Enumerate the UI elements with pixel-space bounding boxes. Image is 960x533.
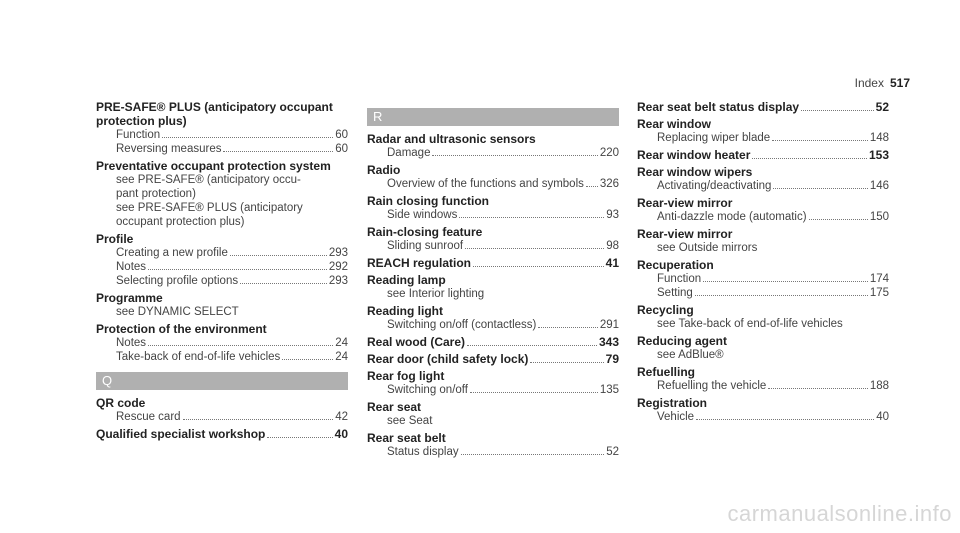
index-subentry — [367, 239, 619, 253]
page-reference: 24 — [335, 351, 348, 363]
index-subentry: see Outside mirrors — [657, 242, 758, 254]
index-term: Refuelling — [637, 365, 696, 379]
page-reference: 174 — [869, 273, 889, 285]
page-reference: 60 — [335, 143, 348, 155]
index-entry — [637, 165, 889, 193]
index-entry — [367, 132, 619, 160]
entry-text: Selecting profile options — [116, 275, 239, 287]
index-term: Rear-view mirror — [637, 196, 733, 210]
dot-leader — [772, 140, 868, 141]
section-letter-bar: R — [367, 108, 619, 126]
page-reference: 293 — [328, 275, 348, 287]
page-reference: 291 — [599, 319, 619, 331]
index-subentry — [96, 260, 348, 274]
index-entry — [637, 117, 889, 145]
page-reference: 52 — [606, 446, 619, 458]
entry-text: Rear seat belt status display — [637, 100, 800, 114]
index-term: Recuperation — [637, 258, 714, 272]
entry-text: Rear door (child safety lock) — [367, 352, 529, 366]
page-reference: 40 — [876, 411, 889, 423]
entry-text: REACH regulation — [367, 256, 472, 270]
index-subentry — [367, 146, 619, 160]
page-reference: 42 — [335, 411, 348, 423]
index-subentry — [637, 131, 889, 145]
dot-leader — [752, 158, 867, 159]
page-reference: 293 — [328, 247, 348, 259]
section-letter-bar: Q — [96, 372, 348, 390]
page-reference: 292 — [328, 261, 348, 273]
index-entry — [637, 148, 889, 162]
index-subentry — [637, 286, 889, 300]
index-entry — [367, 352, 619, 366]
dot-leader — [432, 155, 597, 156]
index-term: Radar and ultrasonic sensors — [367, 132, 536, 146]
entry-text: Setting — [657, 287, 693, 299]
index-term — [367, 256, 619, 270]
page-reference: 24 — [335, 337, 348, 349]
index-subentry — [367, 445, 619, 459]
index-term: Rear seat belt — [367, 431, 446, 445]
dot-leader — [465, 248, 604, 249]
page-reference: 135 — [599, 384, 619, 396]
entry-text: Function — [657, 273, 702, 285]
index-term: Rain closing function — [367, 194, 489, 208]
page-reference: 40 — [334, 427, 348, 441]
dot-leader — [696, 419, 874, 420]
index-term: Rear fog light — [367, 369, 445, 383]
index-term: Protection of the environment — [96, 322, 267, 336]
dot-leader — [530, 362, 603, 363]
dot-leader — [148, 269, 327, 270]
index-entry — [367, 369, 619, 397]
entry-text: Qualified specialist workshop — [96, 427, 266, 441]
index-entry — [96, 159, 348, 229]
page-reference: 79 — [605, 352, 619, 366]
page-reference: 146 — [869, 180, 889, 192]
dot-leader — [461, 454, 605, 455]
entry-text: Damage — [387, 147, 431, 159]
dot-leader — [695, 295, 868, 296]
index-column-1 — [96, 100, 348, 444]
index-term: Rear seat — [367, 400, 422, 414]
index-term — [96, 427, 348, 441]
page-reference: 93 — [606, 209, 619, 221]
entry-text: Function — [116, 129, 161, 141]
index-term: Reading lamp — [367, 273, 446, 287]
index-entry — [367, 225, 619, 253]
index-subentry — [367, 318, 619, 332]
page-reference: 188 — [869, 380, 889, 392]
index-entry — [367, 163, 619, 191]
entry-text: Reversing measures — [116, 143, 222, 155]
index-term: Rear-view mirror — [637, 227, 733, 241]
index-term: Rear window wipers — [637, 165, 753, 179]
index-entry — [637, 227, 889, 255]
dot-leader — [809, 219, 868, 220]
index-entry — [637, 196, 889, 224]
index-term — [367, 335, 619, 349]
page-reference: 52 — [875, 100, 889, 114]
index-subentry — [96, 350, 348, 364]
dot-leader — [240, 283, 327, 284]
index-entry — [96, 232, 348, 288]
index-term: PRE-SAFE® PLUS (anticipatory occupant — [96, 100, 333, 114]
page-reference: 326 — [599, 178, 619, 190]
entry-text: Activating/deactivating — [657, 180, 772, 192]
index-subentry — [96, 410, 348, 424]
watermark: carmanualsonline.info — [727, 501, 952, 526]
page-reference: 153 — [868, 148, 889, 162]
dot-leader — [586, 186, 598, 187]
entry-text: Sliding sunroof — [387, 240, 464, 252]
index-subentry — [96, 128, 348, 142]
entry-text: Refuelling the vehicle — [657, 380, 767, 392]
index-column-3 — [637, 100, 889, 427]
entry-text: Overview of the functions and symbols — [387, 178, 584, 190]
index-subentry — [367, 177, 619, 191]
index-subentry: occupant protection plus) — [116, 216, 245, 228]
index-entry — [96, 291, 348, 319]
index-term: Rain-closing feature — [367, 225, 483, 239]
page-number: 517 — [889, 76, 910, 90]
index-term: Recycling — [637, 303, 694, 317]
page-reference: 60 — [335, 129, 348, 141]
index-column-2 — [367, 100, 619, 462]
index-entry — [637, 334, 889, 362]
index-entry — [637, 258, 889, 300]
index-term: Reading light — [367, 304, 443, 318]
index-term: Profile — [96, 232, 134, 246]
index-entry — [637, 365, 889, 393]
index-subentry: see DYNAMIC SELECT — [116, 306, 239, 318]
dot-leader — [162, 137, 333, 138]
dot-leader — [230, 255, 327, 256]
index-entry — [367, 431, 619, 459]
page-reference: 41 — [605, 256, 619, 270]
page-reference: 220 — [599, 147, 619, 159]
index-subentry — [637, 179, 889, 193]
dot-leader — [538, 327, 597, 328]
dot-leader — [459, 217, 604, 218]
entry-text: Replacing wiper blade — [657, 132, 771, 144]
index-entry — [367, 273, 619, 301]
index-entry — [367, 256, 619, 270]
page-header — [855, 76, 910, 90]
entry-text: Rear window heater — [637, 148, 751, 162]
dot-leader — [148, 345, 333, 346]
index-entry — [367, 304, 619, 332]
index-label: Index — [854, 76, 884, 90]
index-entry — [637, 396, 889, 424]
entry-text: Anti-dazzle mode (automatic) — [657, 211, 807, 223]
index-term: Radio — [367, 163, 401, 177]
entry-text: Side windows — [387, 209, 458, 221]
index-subentry: see PRE-SAFE® PLUS (anticipatory — [116, 202, 303, 214]
entry-text: Rescue card — [116, 411, 181, 423]
index-entry — [367, 194, 619, 222]
index-entry — [96, 427, 348, 441]
index-subentry: pant protection) — [116, 188, 196, 200]
index-subentry — [96, 246, 348, 260]
dot-leader — [801, 110, 874, 111]
index-subentry: see Take-back of end-of-life vehicles — [657, 318, 843, 330]
page-reference: 343 — [598, 335, 619, 349]
entry-text: Creating a new profile — [116, 247, 228, 259]
page-reference: 175 — [869, 287, 889, 299]
entry-text: Vehicle — [657, 411, 695, 423]
index-subentry: see Seat — [387, 415, 433, 427]
index-entry — [367, 335, 619, 349]
entry-text: Switching on/off (contactless) — [387, 319, 537, 331]
index-term: protection plus) — [96, 114, 187, 128]
index-entry — [96, 322, 348, 364]
index-subentry — [96, 336, 348, 350]
index-subentry — [637, 410, 889, 424]
index-term — [637, 100, 889, 114]
dot-leader — [773, 188, 867, 189]
dot-leader — [467, 345, 597, 346]
entry-text: Real wood (Care) — [367, 335, 466, 349]
index-entry — [637, 303, 889, 331]
index-term: Preventative occupant protection system — [96, 159, 331, 173]
page-reference: 148 — [869, 132, 889, 144]
dot-leader — [223, 151, 333, 152]
dot-leader — [267, 437, 332, 438]
index-term: Programme — [96, 291, 163, 305]
index-term: Rear window — [637, 117, 712, 131]
page-reference: 98 — [606, 240, 619, 252]
index-entry — [96, 396, 348, 424]
index-subentry — [637, 379, 889, 393]
index-subentry: see Interior lighting — [387, 288, 485, 300]
index-term: QR code — [96, 396, 146, 410]
page-reference: 150 — [869, 211, 889, 223]
index-subentry — [96, 142, 348, 156]
index-term: Reducing agent — [637, 334, 728, 348]
index-term — [367, 352, 619, 366]
dot-leader — [183, 419, 334, 420]
index-subentry: see PRE-SAFE® (anticipatory occu- — [116, 174, 301, 186]
index-entry — [367, 400, 619, 428]
index-term — [637, 148, 889, 162]
entry-text: Notes — [116, 337, 147, 349]
index-term: Registration — [637, 396, 708, 410]
index-subentry — [367, 208, 619, 222]
index-subentry — [367, 383, 619, 397]
dot-leader — [703, 281, 868, 282]
index-entry — [637, 100, 889, 114]
entry-text: Switching on/off — [387, 384, 468, 396]
dot-leader — [473, 266, 604, 267]
index-entry — [96, 100, 348, 156]
index-subentry — [96, 274, 348, 288]
index-subentry: see AdBlue® — [657, 349, 724, 361]
dot-leader — [282, 359, 333, 360]
dot-leader — [470, 392, 598, 393]
dot-leader — [768, 388, 867, 389]
entry-text: Notes — [116, 261, 147, 273]
entry-text: Status display — [387, 446, 459, 458]
index-subentry — [637, 210, 889, 224]
index-subentry — [637, 272, 889, 286]
entry-text: Take-back of end-of-life vehicles — [116, 351, 281, 363]
